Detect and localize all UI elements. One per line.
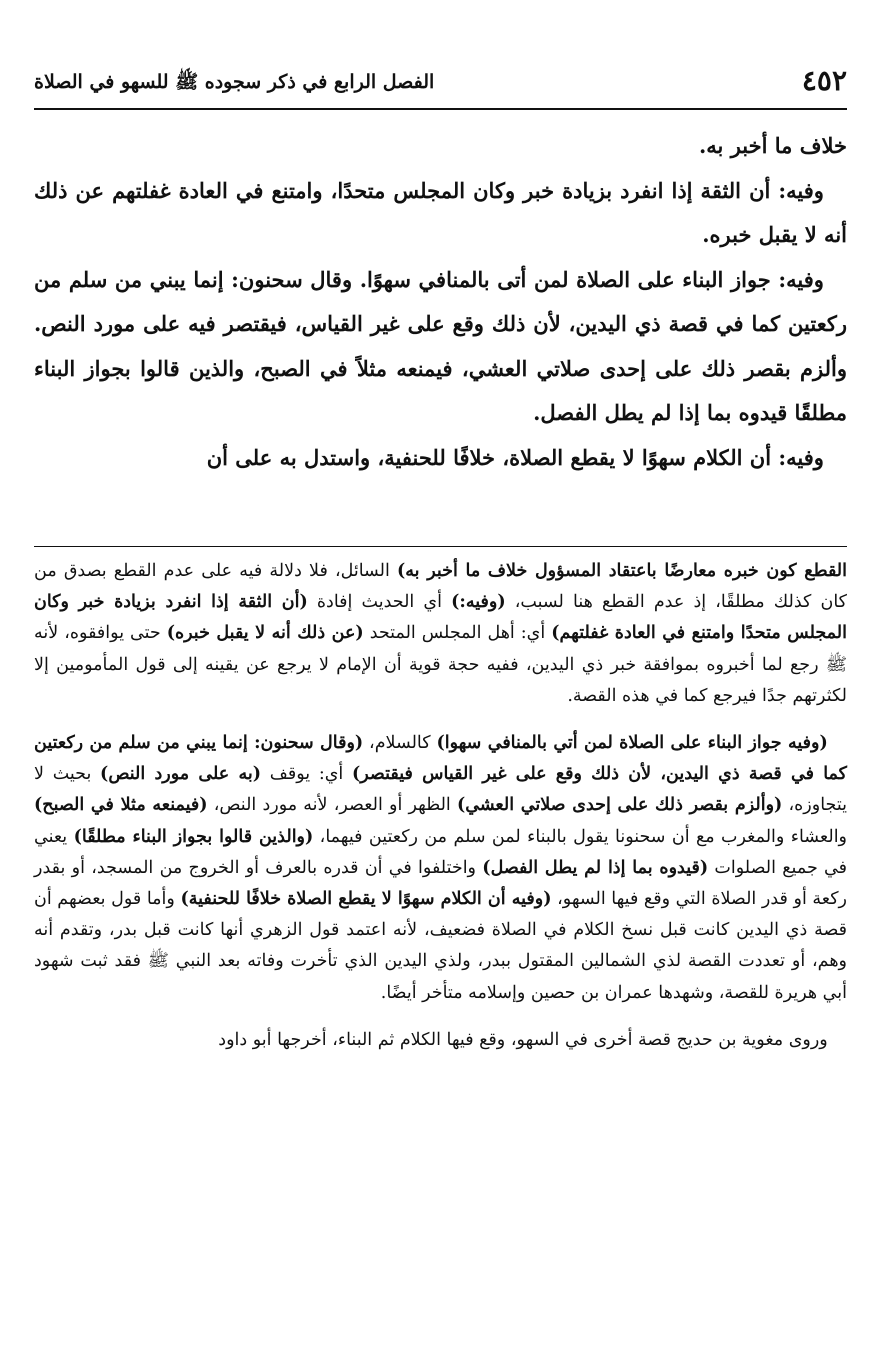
commentary-paragraph (34, 556, 847, 712)
commentary-text: أي الحديث إفادة (307, 592, 452, 613)
main-paragraph: وفيه: جواز البناء على الصلاة لمن أتى بالمنافي سهوًا. وقال سحنون: إنما يبني من سلم من ركعتين كما في قصة ذي اليدين، لأن ذلك وقع على غير القياس، فيقتصر فيه على مورد النص. وألزم بقصر ذلك على إحدى صلاتي العشي، فيمنعه مثلاً في الصبح، والذين قالوا بجواز البناء مطلقًا قيدوه بما إذا لم يطل الفصل. (34, 266, 847, 425)
commentary-paragraph (34, 1025, 847, 1056)
matn-quote: (وفيه أن الكلام سهوًا لا يقطع الصلاة خلافًا للحنفية) (180, 889, 552, 910)
page-number: ٤٥٢ (801, 64, 847, 97)
commentary-text: بحيث لا يتجاوزه، (34, 764, 847, 816)
main-paragraph: خلاف ما أخبر به. (698, 133, 847, 158)
commentary-text: وأما قول بعضهم أن قصة ذي اليدين كانت قبل نسخ الكلام في الصلاة فضعيف، لأنه اعتمد قول الزهري أنها كانت قبل بدر، وتقدم أنه وهم، أو تعددت القصة لذي الشمالين المقتول ببدر، ولذي اليدين الذي تأخرت وفاته بعد النبي ﷺ فقد ثبت شهود أبي هريرة للقصة، وشهدها عمران بن حصين وإسلامه متأخر أيضًا. (34, 889, 847, 1003)
matn-quote: (وقال سحنون: إنما يبني من سلم من ركعتين كما في قصة ذي اليدين، لأن ذلك وقع على غير القياس فيقتصر) (34, 733, 847, 785)
commentary-text: حتى يوافقوه، لأنه ﷺ رجع لما أخبروه بموافقة خبر ذي اليدين، ففيه حجة قوية أن الإمام لا يرجع عن يقينه إلى قول المأمومين إلا لكثرتهم جدًا فيرجع كما في هذه القصة. (34, 623, 847, 706)
commentary-text: يعني في جميع الصلوات (34, 826, 848, 878)
matn-quote: (وفيه جواز البناء على الصلاة لمن أتي بالمنافي سهوا) (436, 733, 828, 754)
matn-quote: (فيمنعه مثلا في الصبح) (34, 795, 208, 816)
commentary-text: أي: أهل المجلس المتحد (363, 623, 552, 644)
matn-quote: (عن ذلك أنه لا يقبل خبره) (166, 623, 364, 644)
commentary-text: والعشاء والمغرب مع أن سحنونا يقول بالبناء لمن سلم من ركعتين فيهما، (313, 826, 848, 847)
commentary-text: واختلفوا في أن قدره بالعرف أو الخروج من المسجد، أو بقدر ركعة أو قدر الصلاة التي وقع فيها السهو، (34, 857, 848, 910)
commentary (34, 556, 847, 1072)
commentary-text: أي: يوقف (261, 764, 352, 785)
matn-quote: (قيدوه بما إذا لم يطل الفصل) (482, 857, 709, 878)
header-rule (34, 108, 847, 110)
commentary-text: كالسلام، (363, 733, 437, 754)
page-header (34, 62, 847, 104)
matn-quote: (به على مورد النص) (100, 764, 261, 785)
matn-quote: (والذين قالوا بجواز البناء مطلقًا) (73, 826, 314, 847)
running-title: الفصل الرابع في ذكر سجوده ﷺ للسهو في الصلاة (34, 71, 435, 93)
main-text (34, 124, 847, 480)
main-paragraph: وفيه: أن الكلام سهوًا لا يقطع الصلاة، خلافًا للحنفية، واستدل به على أن (206, 444, 824, 470)
book-page (34, 0, 847, 1360)
matn-quote: القطع كون خبره معارضًا باعتقاد المسؤول خلاف ما أخبر به) (397, 561, 847, 581)
matn-quote: (أن الثقة إذا انفرد بزيادة خبر وكان المجلس متحدًا وامتنع في العادة غفلتهم) (34, 592, 847, 644)
commentary-text: السائل، فلا دلالة فيه على عدم القطع بصدق من كان كذلك مطلقًا، إذ عدم القطع هنا لسبب، (34, 561, 848, 613)
commentary-text: الظهر أو العصر، لأنه مورد النص، (207, 795, 457, 816)
footnote-divider (34, 546, 847, 547)
commentary-paragraph (34, 728, 847, 1009)
matn-quote: (وفيه:) (451, 592, 506, 613)
commentary-text: وروى مغوية بن حديج قصة أخرى في السهو، وقع فيها الكلام ثم البناء، أخرجها أبو داود (218, 1029, 828, 1050)
main-paragraph: وفيه: أن الثقة إذا انفرد بزيادة خبر وكان المجلس متحدًا، وامتنع في العادة غفلتهم عن ذلك أنه لا يقبل خبره. (34, 177, 847, 247)
matn-quote: (وألزم بقصر ذلك على إحدى صلاتي العشي) (456, 795, 783, 816)
